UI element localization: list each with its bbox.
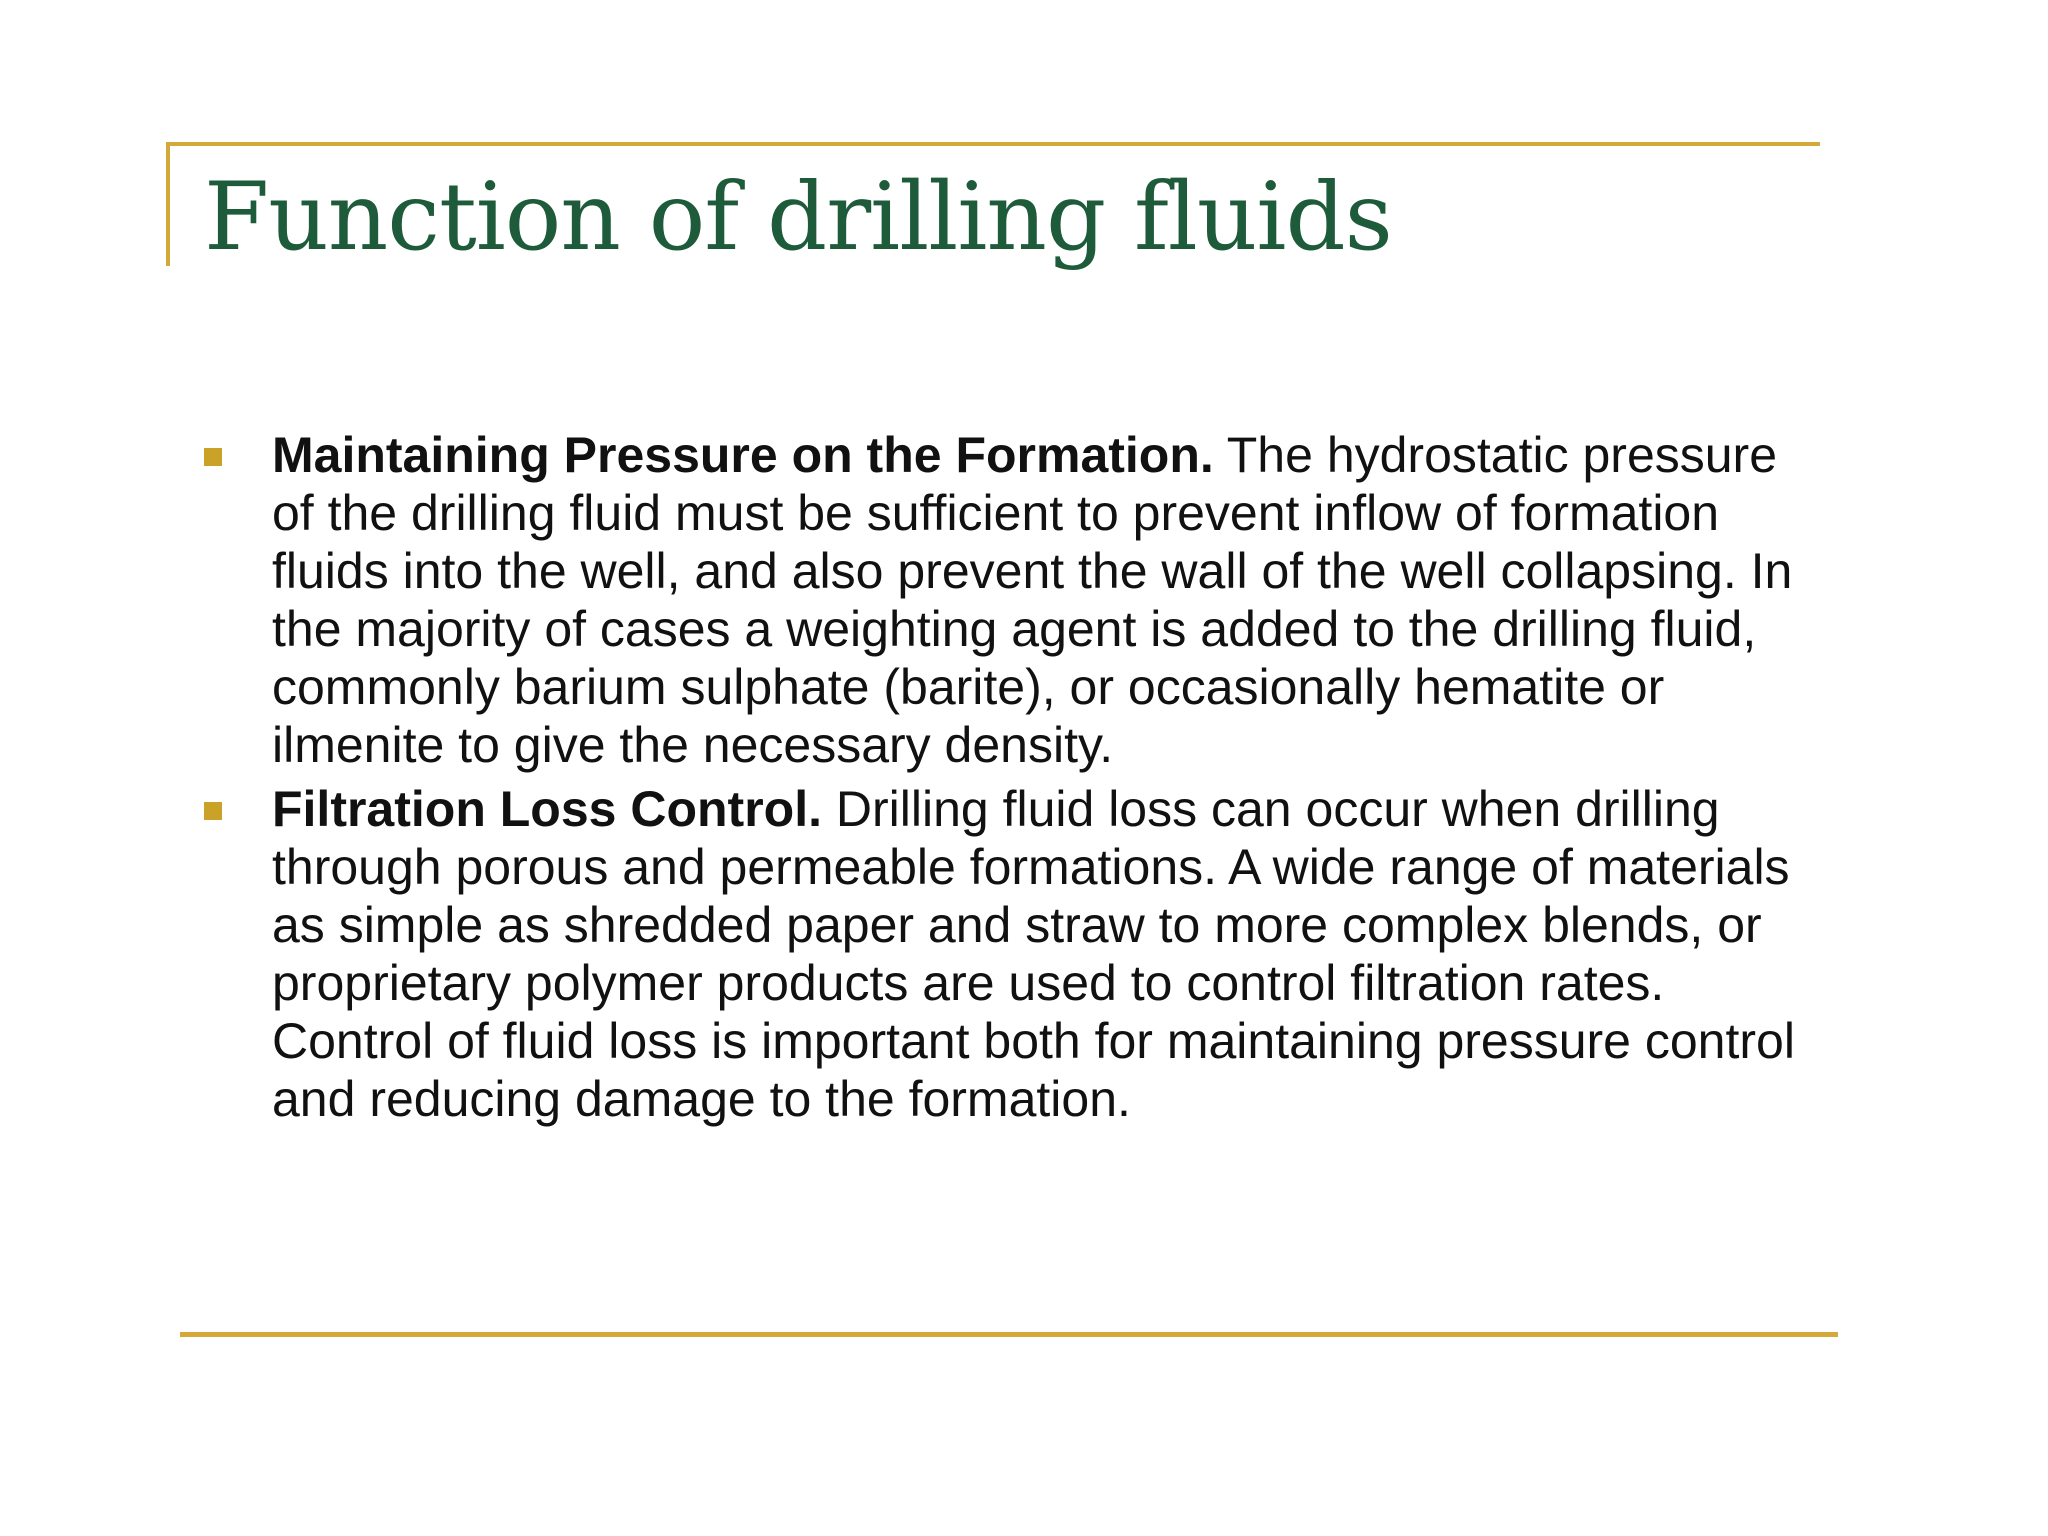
title-frame-left-rule — [166, 142, 170, 266]
bullet-item — [204, 426, 1824, 774]
footer-rule — [180, 1332, 1838, 1337]
bullet-body-text: The hydrostatic pressure of the drilling fluid must be sufficient to prevent inflow of formation fluids into the well, and also prevent the wall of the well collapsing. In the majority of cases a weighting agent is added to the drilling fluid, commonly barium sulphate (barite), or occasionally hematite or ilmenite to give the necessary density. — [272, 427, 1793, 773]
bullet-item — [204, 780, 1824, 1128]
bullet-lead-text: Filtration Loss Control. — [272, 781, 822, 837]
title-frame-top-rule — [166, 142, 1820, 146]
slide-title: Function of drilling fluids — [204, 163, 1392, 272]
bullet-lead-text: Maintaining Pressure on the Formation. — [272, 427, 1214, 483]
bullet-body-text: Drilling fluid loss can occur when drilling through porous and permeable formations. A wide range of materials as simple as shredded paper and straw to more complex blends, or proprietary polymer products are used to control filtration rates. Control of fluid loss is important both for maintaining pressure control and reducing damage to the formation. — [272, 781, 1795, 1127]
square-bullet-icon — [204, 802, 222, 820]
bullet-list — [204, 426, 1824, 1134]
square-bullet-icon — [204, 448, 222, 466]
